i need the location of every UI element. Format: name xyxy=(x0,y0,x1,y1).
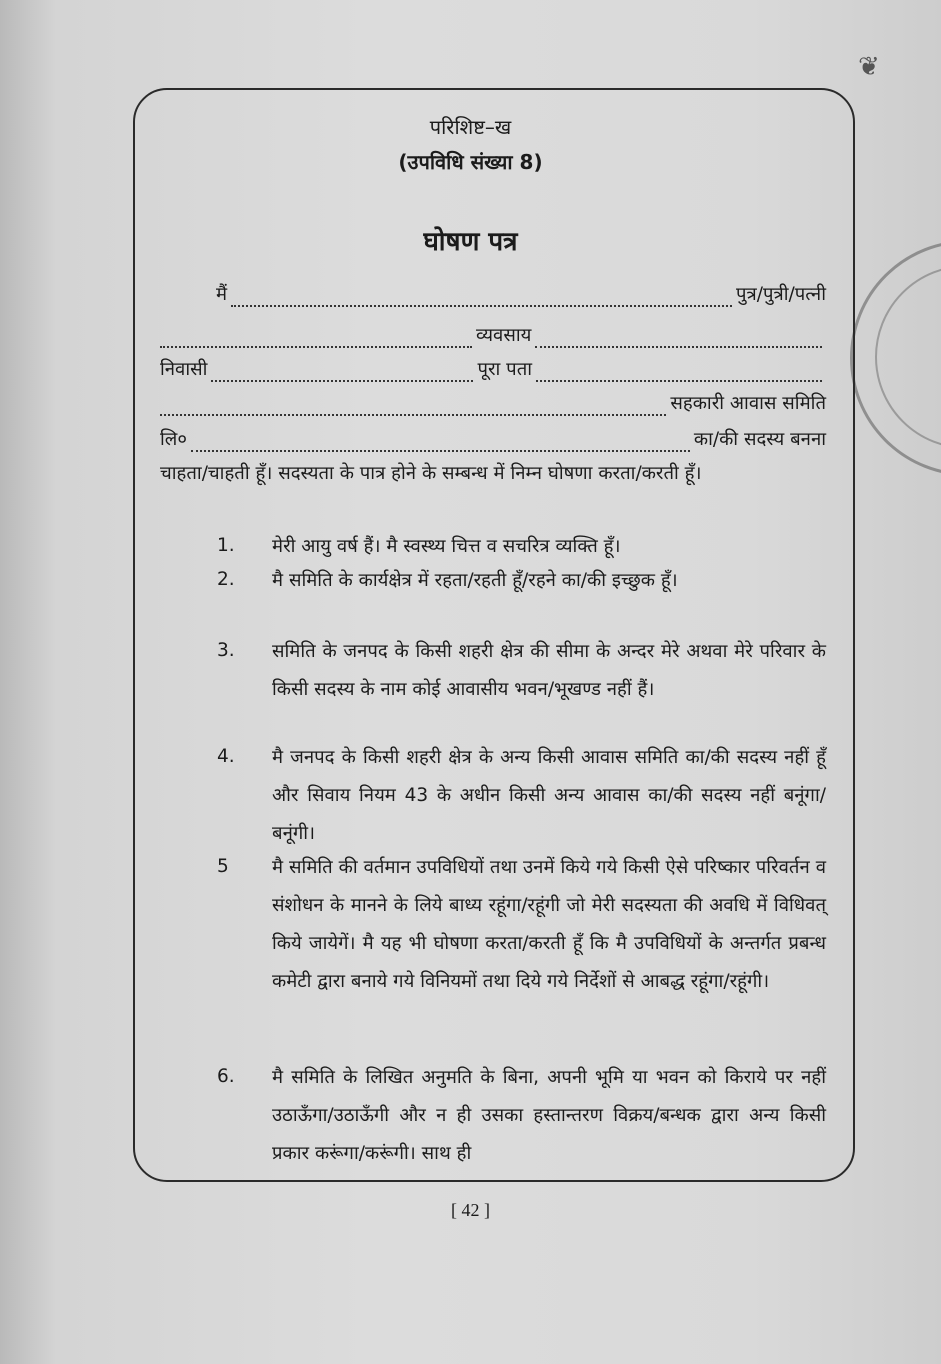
form-line-occupation xyxy=(160,324,826,348)
blank-ltd xyxy=(191,434,690,452)
label-resident: निवासी xyxy=(160,359,208,380)
form-line-society xyxy=(160,392,826,416)
label-full-address: पूरा पता xyxy=(477,359,533,380)
bylaw-reference: (उपविधि संख्या 8) xyxy=(398,150,543,174)
item-text: मेरी आयु वर्ष हैं। मै स्वस्थ्य चित्त व सचरित्र व्यक्ति हूँ। xyxy=(272,536,621,557)
blank-relative xyxy=(160,330,472,348)
label-society: सहकारी आवास समिति xyxy=(670,393,826,414)
item-number: 6. xyxy=(217,1066,235,1087)
document-title: घोषण पत्र xyxy=(423,227,518,257)
appendix-heading: परिशिष्ट–ख xyxy=(429,115,512,139)
item-number: 3. xyxy=(217,640,235,661)
label-occupation: व्यवसाय xyxy=(476,325,532,346)
ink-stamp xyxy=(850,240,941,476)
item-text: मै समिति के कार्यक्षेत्र में रहता/रहती हूँ/रहने का/की इच्छुक हूँ। xyxy=(272,570,678,591)
label-ltd: लि० xyxy=(160,429,187,450)
blank-full-address xyxy=(536,364,822,382)
blank-name xyxy=(231,289,732,307)
declaration-text: चाहता/चाहती हूँ। सदस्यता के पात्र होने के सम्बन्ध में निम्न घोषणा करता/करती हूँ। xyxy=(160,463,702,484)
item-text: समिति के जनपद के किसी शहरी क्षेत्र की सीमा के अन्दर मेरे अथवा मेरे परिवार के किसी सदस्य के नाम कोई आवासीय भवन/भूखण्ड नहीं हैं। xyxy=(272,641,826,700)
item-text: मै समिति के लिखित अनुमति के बिना, अपनी भूमि या भवन को किराये पर नहीं उठाऊँगा/उठाऊँगी और न ही उसका हस्तान्तरण विक्रय/बन्धक द्वारा अन्य किसी प्रकार करूंगा/करूंगी। साथ ही xyxy=(272,1067,826,1164)
blank-occupation xyxy=(535,330,822,348)
form-line-name xyxy=(160,283,826,307)
page-number: [ 42 ] xyxy=(451,1200,490,1220)
item-text: मै जनपद के किसी शहरी क्षेत्र के अन्य किसी आवास समिति का/की सदस्य नहीं हूँ और सिवाय नियम 43 के अधीन किसी अन्य आवास का/की सदस्य नहीं बनूंगा/बनूंगी। xyxy=(272,747,826,844)
label-main: मैं xyxy=(216,284,228,305)
label-become-member: का/की सदस्य बनना xyxy=(693,429,826,450)
item-number: 1. xyxy=(217,535,235,556)
item-text: मै समिति की वर्तमान उपविधियों तथा उनमें किये गये किसी ऐसे परिष्कार परिवर्तन व संशोधन के मानने के लिये बाध्य रहूंगा/रहूंगी जो मेरी सदस्यता की अवधि में विधिवत् किये जायेगें। मै यह भी घोषणा करता/करती हूँ कि मै उपविधियों के अन्तर्गत प्रबन्ध कमेटी द्वारा बनाये गये विनियमों तथा दिये गये निर्देशों से आबद्ध रहूंगा/रहूंगी। xyxy=(272,857,826,992)
form-line-membership xyxy=(160,428,826,452)
item-number: 4. xyxy=(217,746,235,767)
pen-mark: ❦ xyxy=(858,52,880,82)
label-relation: पुत्र/पुत्री/पत्नी xyxy=(736,284,826,305)
form-line-address xyxy=(160,358,826,382)
item-number: 2. xyxy=(217,569,235,590)
blank-resident xyxy=(211,364,473,382)
blank-society-name xyxy=(160,398,666,416)
item-number: 5 xyxy=(217,856,229,877)
